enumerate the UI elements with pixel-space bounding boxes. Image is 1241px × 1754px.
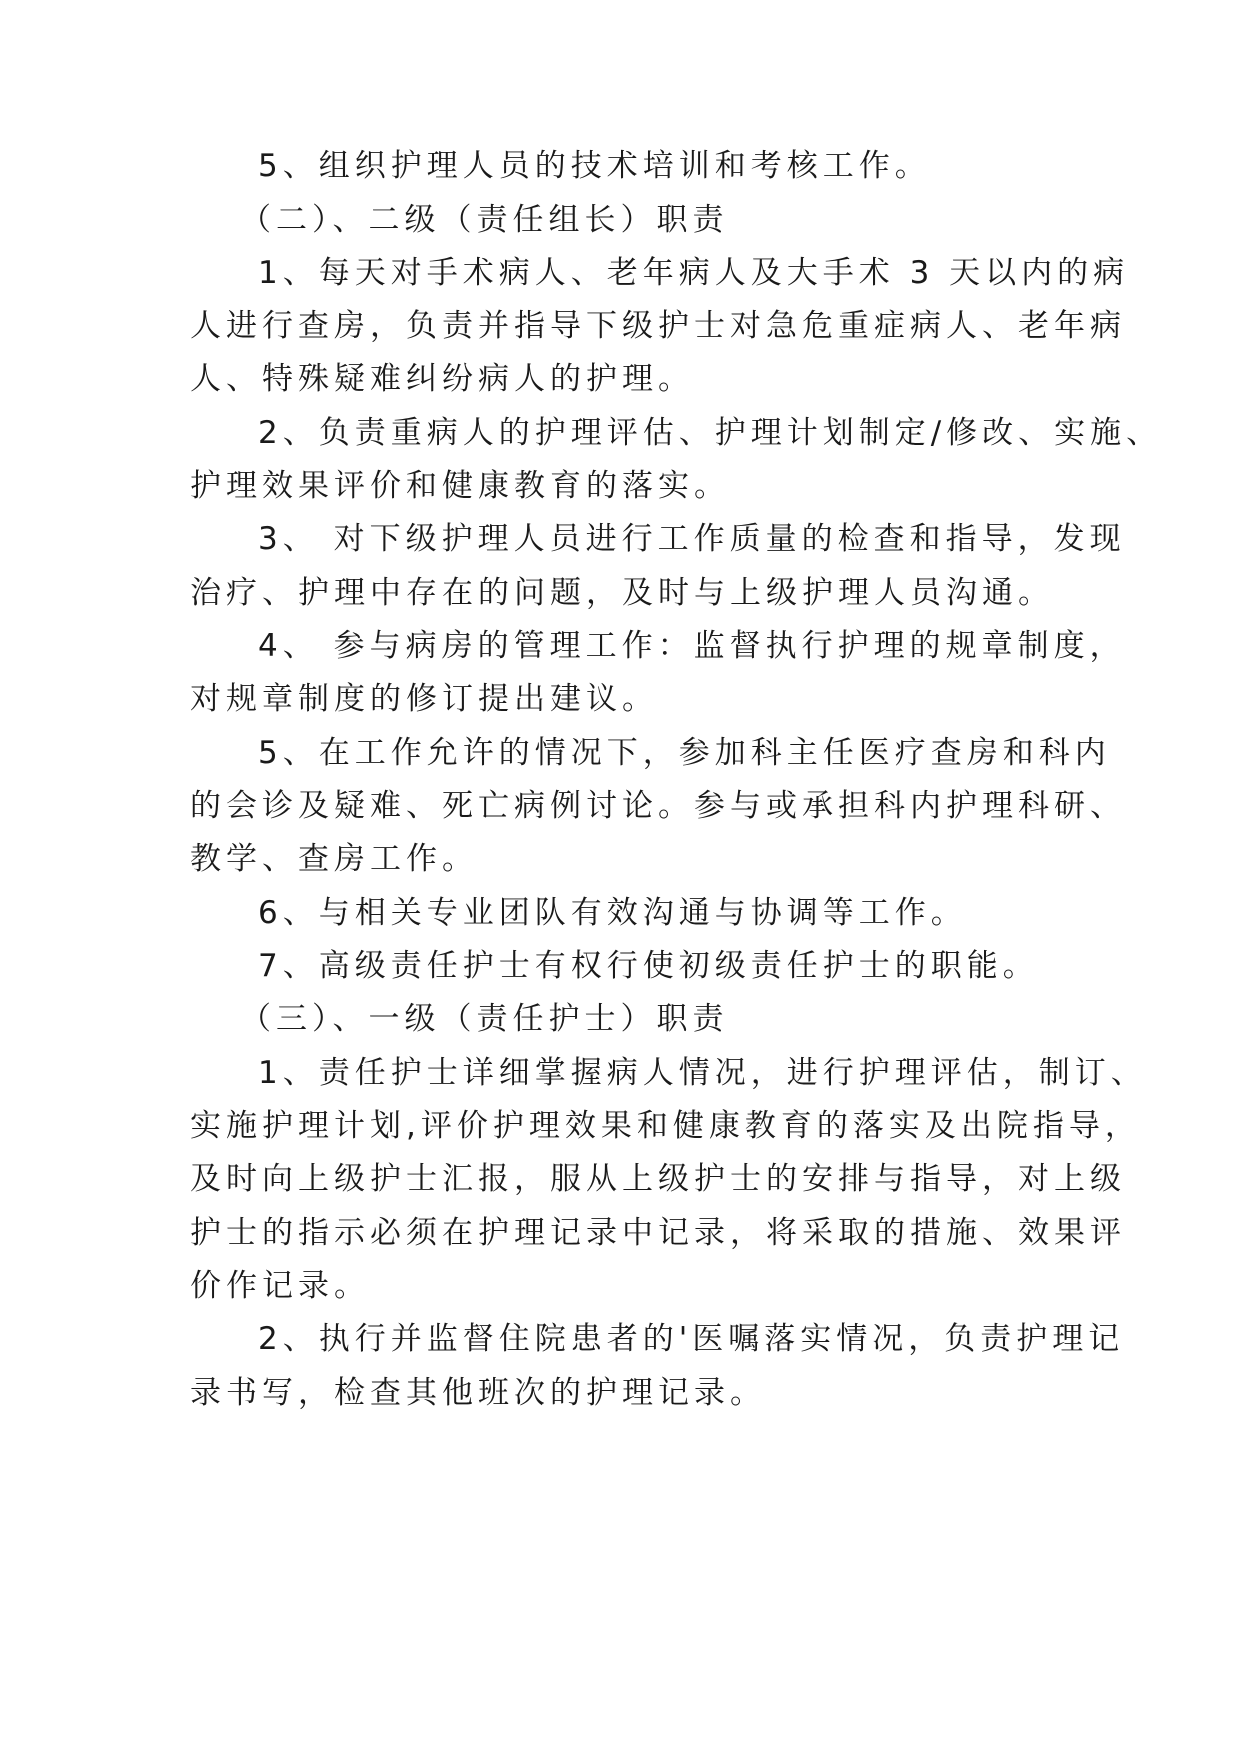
paragraph-line: 6、与相关专业团队有效沟通与协调等工作。: [258, 895, 967, 931]
paragraph-line: 4、 参与病房的管理工作：监督执行护理的规章制度，: [258, 628, 1126, 664]
paragraph-line: 及时向上级护士汇报，服从上级护士的安排与指导，对上级: [190, 1161, 1126, 1197]
paragraph-line: 1、每天对手术病人、老年病人及大手术 3 天以内的病: [258, 255, 1130, 291]
paragraph-line: 3、 对下级护理人员进行工作质量的检查和指导，发现: [258, 521, 1126, 557]
paragraph-line: 教学、查房工作。: [190, 841, 478, 877]
paragraph-line: 7、高级责任护士有权行使初级责任护士的职能。: [258, 948, 1039, 984]
paragraph-line: 价作记录。: [190, 1268, 370, 1304]
paragraph-line: 5、在工作允许的情况下，参加科主任医疗查房和科内: [258, 735, 1111, 771]
paragraph-line: 5、组织护理人员的技术培训和考核工作。: [258, 148, 931, 184]
section-heading: （三）、一级（责任护士）职责: [240, 1001, 729, 1037]
paragraph-line: 护士的指示必须在护理记录中记录，将采取的措施、效果评: [190, 1215, 1126, 1251]
paragraph-line: 2、执行并监督住院患者的'医嘱落实情况，负责护理记: [258, 1321, 1125, 1357]
paragraph-line: 治疗、护理中存在的问题，及时与上级护理人员沟通。: [190, 575, 1054, 611]
paragraph-line: 对规章制度的修订提出建议。: [190, 681, 658, 717]
paragraph-line: 录书写，检查其他班次的护理记录。: [190, 1375, 766, 1411]
paragraph-line: 实施护理计划,评价护理效果和健康教育的落实及出院指导，: [190, 1108, 1141, 1144]
paragraph-line: 2、负责重病人的护理评估、护理计划制定/修改、实施、: [258, 415, 1163, 451]
paragraph-line: 1、责任护士详细掌握病人情况，进行护理评估，制订、: [258, 1055, 1147, 1091]
paragraph-line: 人进行查房，负责并指导下级护士对急危重症病人、老年病: [190, 308, 1126, 344]
paragraph-line: 的会诊及疑难、死亡病例讨论。参与或承担科内护理科研、: [190, 788, 1126, 824]
section-heading: （二）、二级（责任组长）职责: [240, 202, 729, 238]
paragraph-line: 护理效果评价和健康教育的落实。: [190, 468, 730, 504]
paragraph-line: 人、特殊疑难纠纷病人的护理。: [190, 361, 694, 397]
